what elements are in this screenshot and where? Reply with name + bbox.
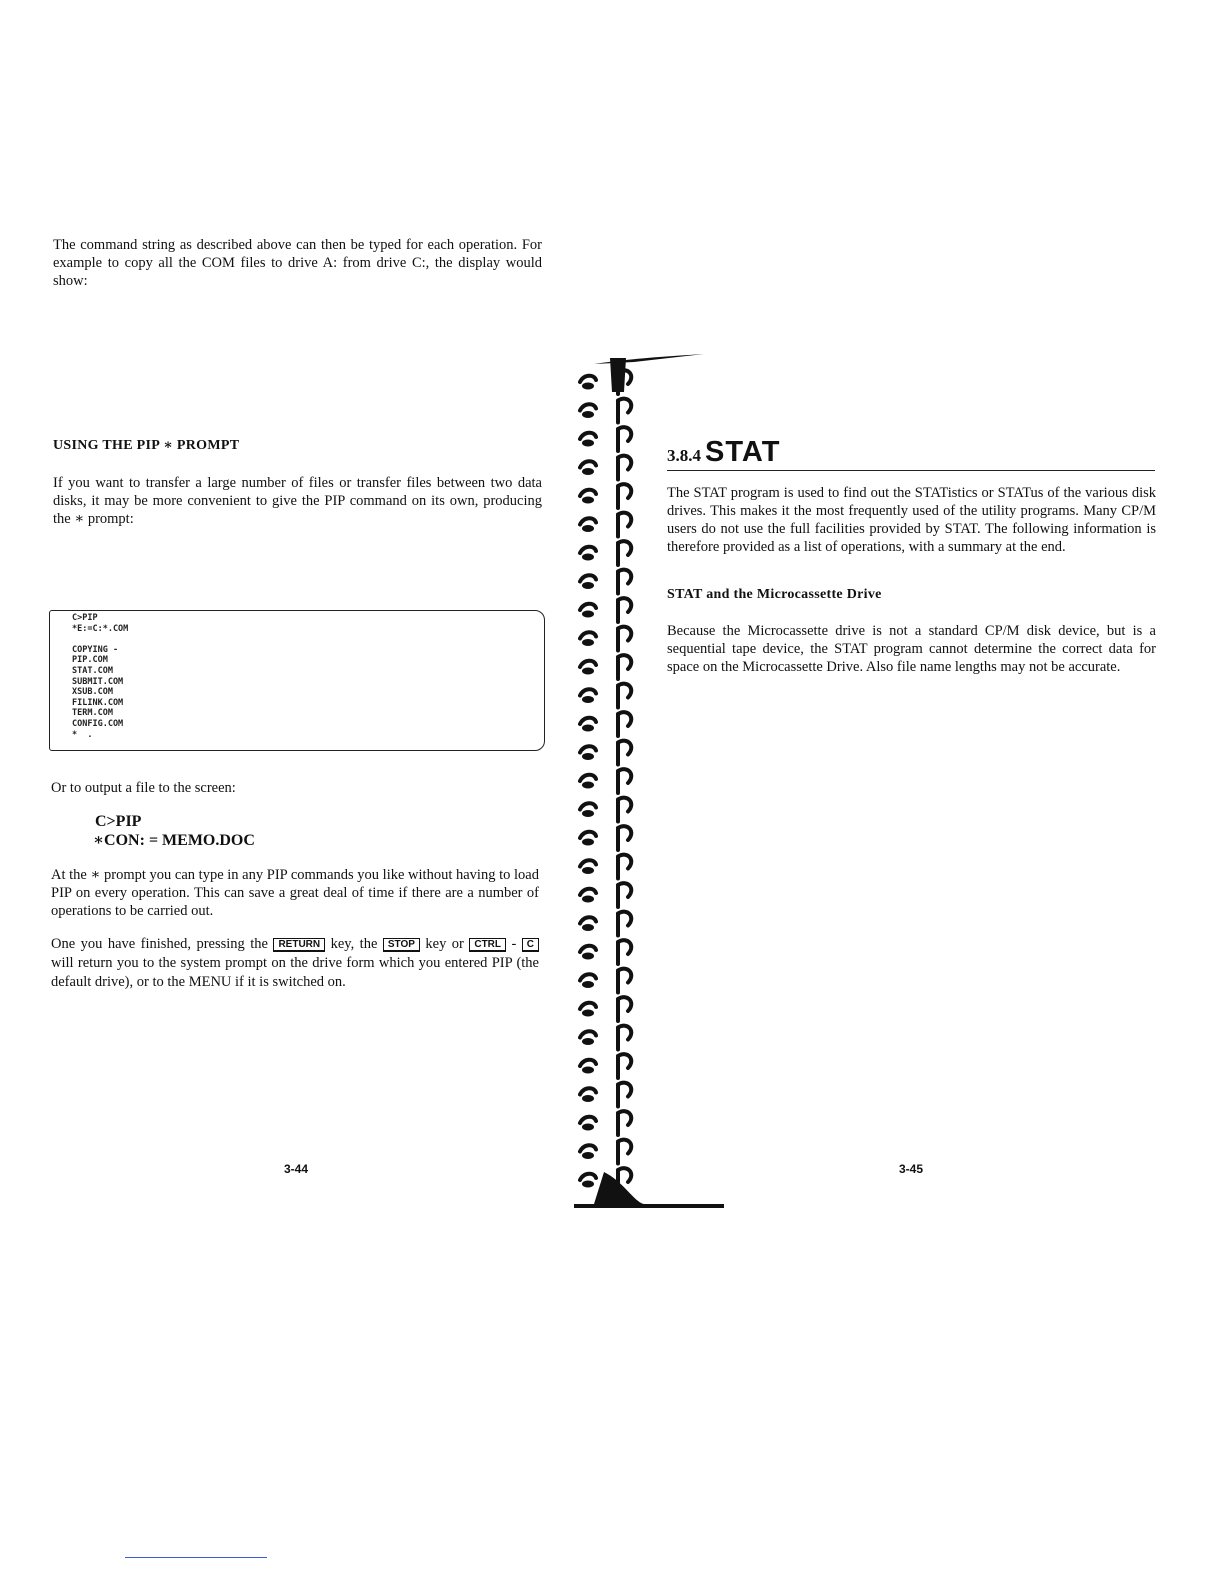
left-para-1: If you want to transfer a large number of files or transfer files between two data disks, it may be more convenient to give the PIP command on its own, producing the ∗ prompt: — [53, 475, 542, 527]
spiral-coil — [580, 997, 631, 1021]
left-para-5 — [51, 935, 539, 992]
screen-line: CONFIG.COM — [72, 718, 124, 729]
spiral-hole — [582, 782, 594, 789]
spiral-hole — [582, 867, 594, 874]
spiral-hole — [582, 468, 594, 475]
spiral-coil — [580, 1026, 631, 1050]
section-title: STAT — [705, 436, 781, 468]
spiral-coil — [580, 798, 631, 822]
spiral-coil — [580, 598, 631, 622]
screen-line: *E:=C:*.COM — [72, 623, 129, 634]
spiral-hole — [582, 1067, 594, 1074]
para5-text-b: key, the — [330, 936, 378, 952]
spiral-coil — [580, 513, 631, 537]
spiral-hole — [582, 668, 594, 675]
screen-line: COPYING - — [72, 644, 119, 655]
spiral-coil — [580, 399, 631, 423]
spiral-coil — [580, 1111, 631, 1135]
spiral-coil — [580, 570, 631, 594]
right-page-number: 3-45 — [899, 1162, 924, 1176]
left-para-3: Or to output a file to the screen: — [51, 780, 236, 796]
screen-line: XSUB.COM — [72, 687, 113, 698]
spiral-coil — [580, 541, 631, 565]
spiral-hole — [582, 810, 594, 817]
spiral-coil — [580, 912, 631, 936]
spiral-hole — [582, 753, 594, 760]
return-key: RETURN — [273, 938, 325, 952]
screen-line: SUBMIT.COM — [72, 676, 124, 687]
screen-line: TERM.COM — [72, 708, 113, 719]
spiral-coil — [580, 940, 631, 964]
spiral-coil — [580, 883, 631, 907]
left-para-2: The command string as described above can then be typed for each operation. For example to copy all the COM files to drive A: from drive C:, the display would show: — [53, 237, 542, 289]
spiral-hole — [582, 440, 594, 447]
para5-text-c: key or — [425, 936, 464, 952]
spiral-binding — [574, 352, 724, 1212]
spiral-hole — [582, 1124, 594, 1131]
section-rule — [667, 470, 1155, 471]
spiral-coil — [580, 969, 631, 993]
screen-display-box — [49, 610, 545, 751]
right-subheading: STAT and the Microcassette Drive — [667, 587, 882, 602]
spiral-hole — [582, 554, 594, 561]
para5-dash: - — [511, 936, 517, 952]
spiral-hole — [582, 896, 594, 903]
screen-line: PIP.COM — [72, 655, 108, 666]
spiral-hole — [582, 1038, 594, 1045]
spiral-hole — [582, 1010, 594, 1017]
command-line-1: C>PIP — [95, 813, 142, 830]
right-para-1: The STAT program is used to find out the STATistics or STATus of the various disk drives. This makes it the most frequently used of the utility programs. Many CP/M users do not use the full facilities provided by STAT. The following information is therefore provided as a list of operations, with a summary at the end. — [667, 485, 1156, 555]
spiral-hole — [582, 696, 594, 703]
screen-line: C>PIP — [72, 613, 98, 623]
spiral-coil — [580, 456, 631, 480]
c-key: C — [522, 938, 539, 952]
left-heading: USING THE PIP ∗ PROMPT — [53, 438, 240, 453]
spiral-coil — [580, 741, 631, 765]
spiral-hole — [582, 924, 594, 931]
spiral-hole — [582, 1095, 594, 1102]
command-line-2: ∗CON: = MEMO.DOC — [93, 832, 255, 849]
spiral-coil — [580, 1083, 631, 1107]
spiral-coil — [580, 427, 631, 451]
spiral-coil — [580, 684, 631, 708]
spiral-hole — [582, 953, 594, 960]
right-para-2: Because the Microcassette drive is not a standard CP/M disk device, but is a sequential tape device, the STAT program cannot determine the correct data for space on the Microcassette Drive. Also file name lengths may not be accurate. — [667, 623, 1156, 675]
stop-key: STOP — [383, 938, 420, 952]
spiral-hole — [582, 1152, 594, 1159]
spiral-coil — [580, 627, 631, 651]
spiral-hole — [582, 839, 594, 846]
footer-link-line — [125, 1557, 267, 1558]
spiral-coil — [580, 855, 631, 879]
ctrl-key: CTRL — [469, 938, 506, 952]
spiral-hole — [582, 525, 594, 532]
spiral-coil — [580, 769, 631, 793]
spiral-coil — [580, 826, 631, 850]
screen-line — [50, 634, 544, 645]
screen-line: FILINK.COM — [72, 697, 124, 708]
spiral-coil — [580, 655, 631, 679]
section-number: 3.8.4 — [667, 446, 701, 465]
spiral-coil — [580, 1140, 631, 1164]
spiral-hole — [582, 411, 594, 418]
spiral-hole — [582, 1181, 594, 1188]
spiral-hole — [582, 725, 594, 732]
left-page-number: 3-44 — [284, 1162, 309, 1176]
spiral-hole — [582, 639, 594, 646]
screen-line: * . — [72, 729, 93, 740]
spiral-coil — [580, 1054, 631, 1078]
para5-text-a: One you have finished, pressing the — [51, 936, 268, 952]
section-header — [667, 436, 780, 469]
screen-line: STAT.COM — [72, 665, 113, 676]
para5-text-d: will return you to the system prompt on the drive form which you entered PIP (the default drive), or to the MENU if it is switched on. — [51, 955, 539, 990]
spiral-coil — [580, 712, 631, 736]
spiral-coil — [580, 484, 631, 508]
spiral-hole — [582, 981, 594, 988]
spiral-hole — [582, 497, 594, 504]
spiral-hole — [582, 611, 594, 618]
spiral-hole — [582, 582, 594, 589]
spiral-hole — [582, 383, 594, 390]
left-para-4: At the ∗ prompt you can type in any PIP commands you like without having to load PIP on every operation. This can save a great deal of time if there are a number of operations to be carried out. — [51, 867, 539, 919]
